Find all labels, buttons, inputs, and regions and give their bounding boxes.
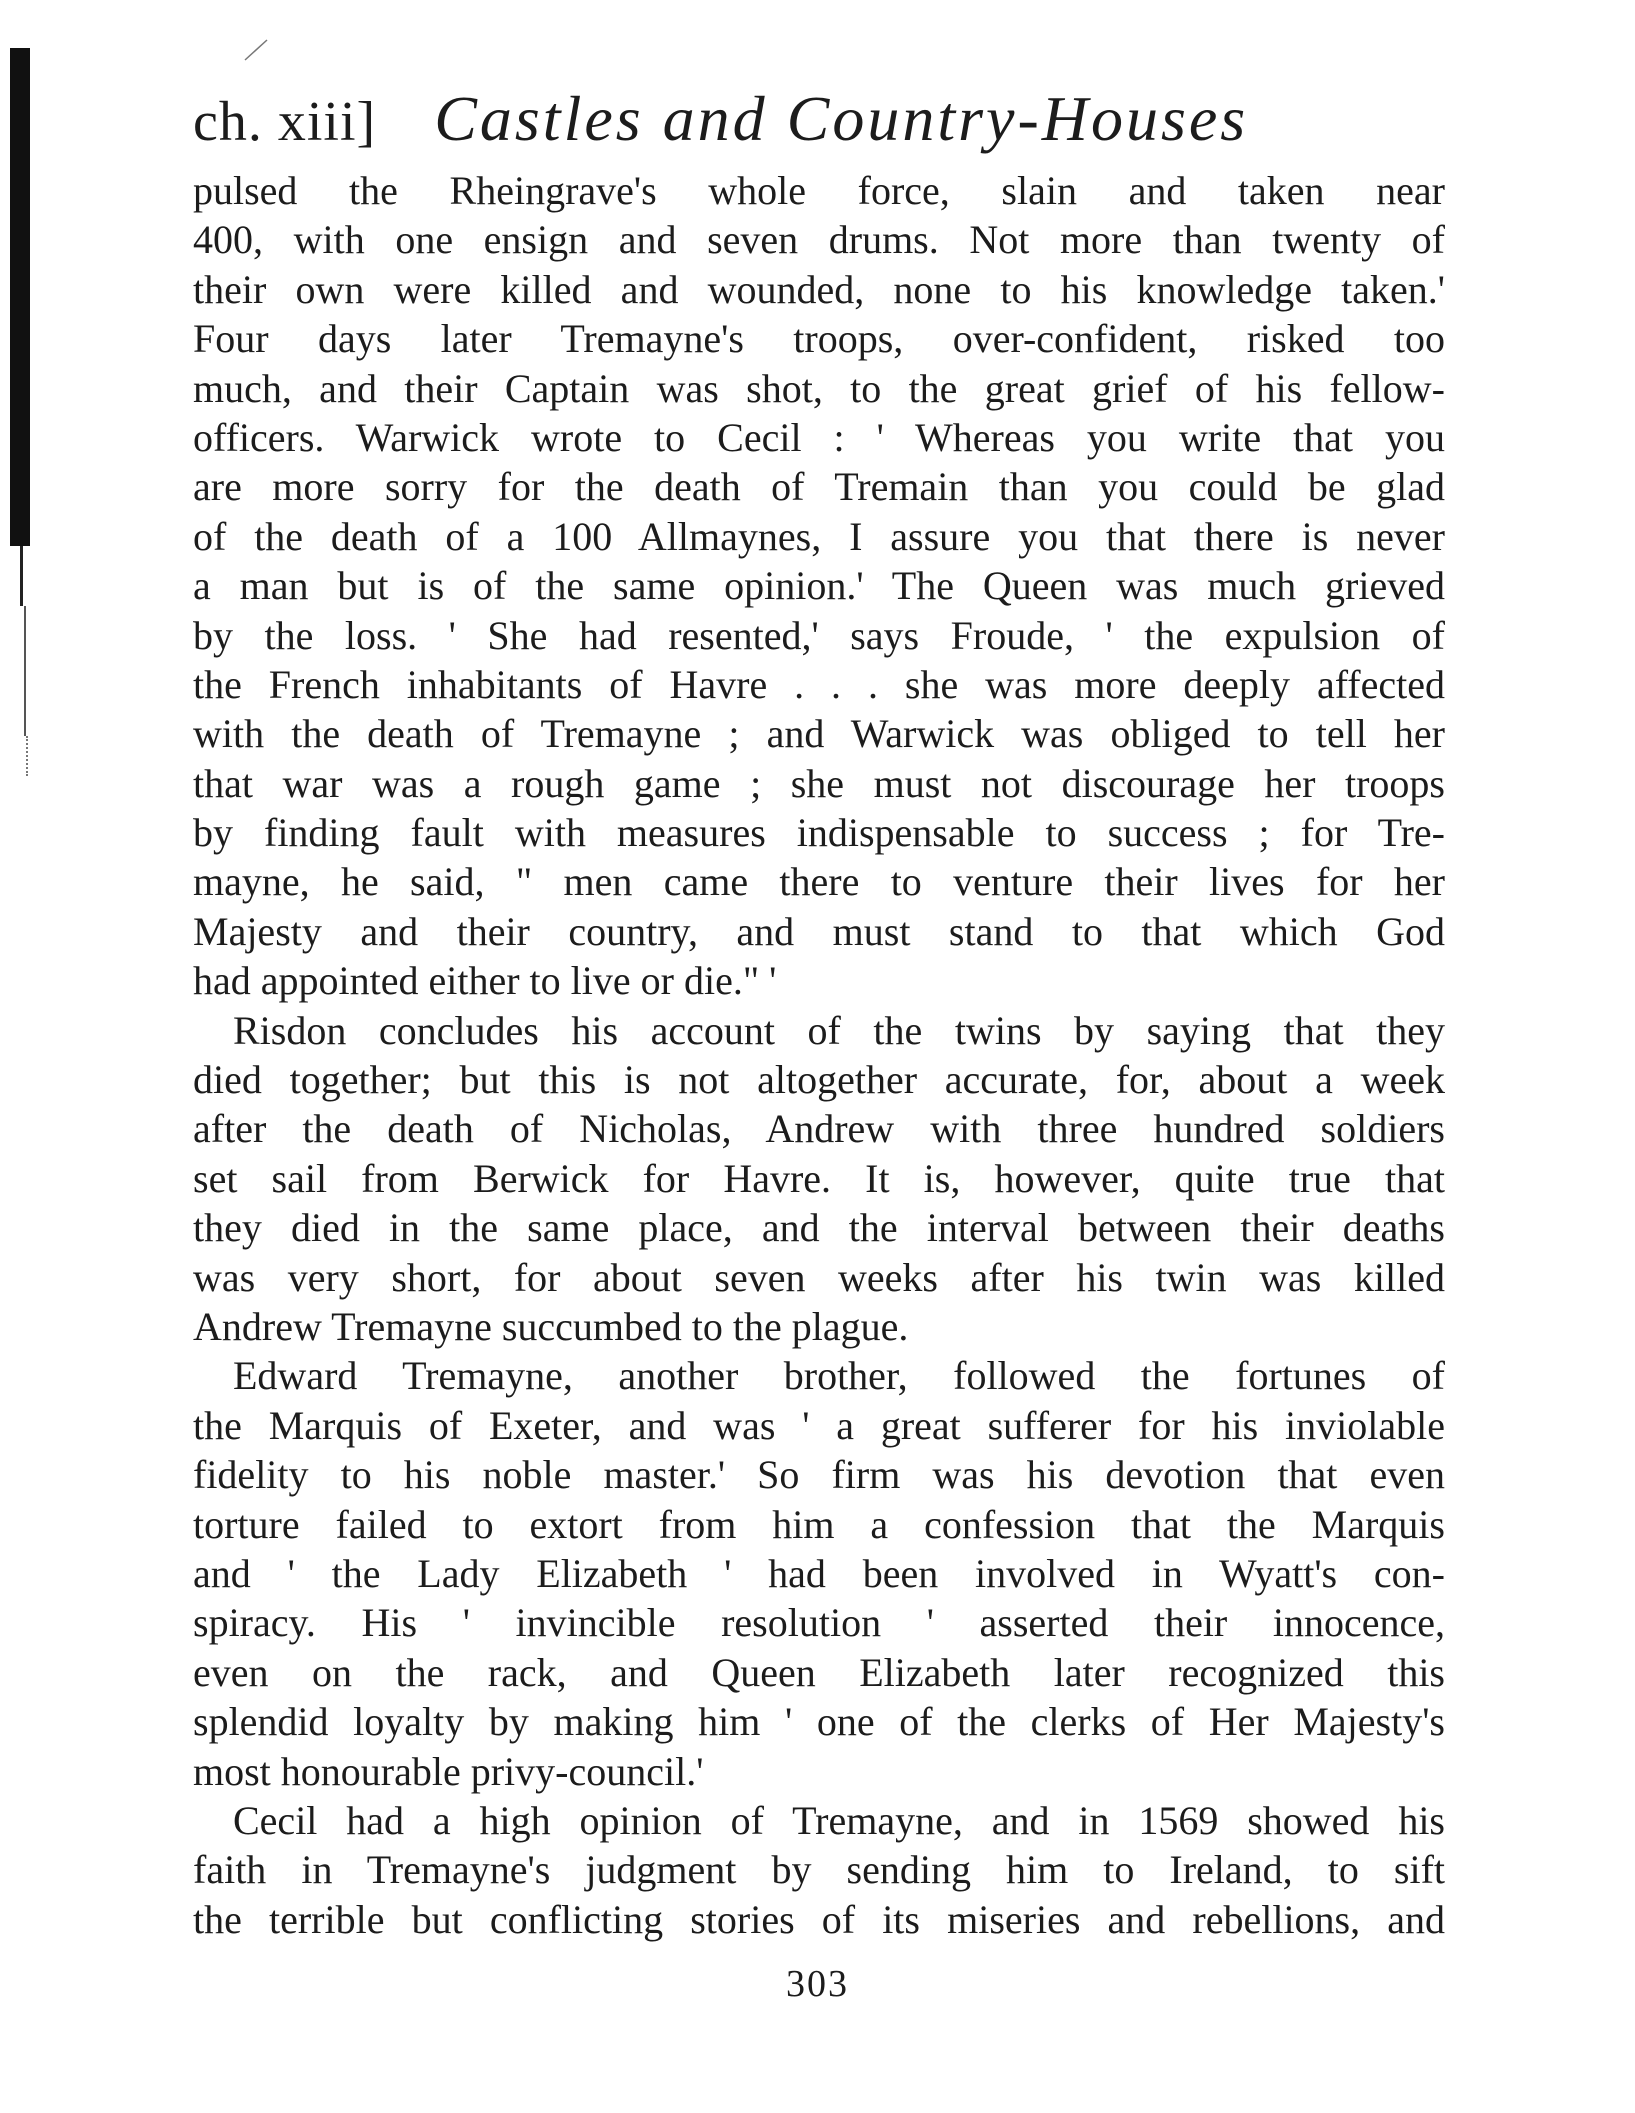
text-line: 400, with one ensign and seven drums. Not more than twenty of <box>193 217 1445 263</box>
text-line: by finding fault with measures indispensable to success ; for Tre- <box>193 810 1445 856</box>
text-line: mayne, he said, " men came there to venture their lives for her <box>193 859 1445 905</box>
text-line: most honourable privy-council.' <box>193 1748 704 1794</box>
text-line: set sail from Berwick for Havre. It is, however, quite true that <box>193 1155 1445 1201</box>
text-line: with the death of Tremayne ; and Warwick was obliged to tell her <box>193 711 1445 757</box>
margin-scan-bar <box>10 48 30 546</box>
text-line: Andrew Tremayne succumbed to the plague. <box>193 1303 909 1349</box>
text-line: after the death of Nicholas, Andrew with three hundred soldiers <box>193 1106 1445 1152</box>
text-line: the terrible but conflicting stories of its miseries and rebellions, and <box>193 1896 1445 1942</box>
text-line: that war was a rough game ; she must not discourage her troops <box>193 760 1445 806</box>
text-line: a man but is of the same opinion.' The Queen was much grieved <box>193 563 1445 609</box>
text-line: much, and their Captain was shot, to the great grief of his fellow- <box>193 365 1445 411</box>
text-line: are more sorry for the death of Tremain than you could be glad <box>193 464 1445 510</box>
text-line: Risdon concludes his account of the twins by saying that they <box>233 1007 1445 1053</box>
body-text <box>193 166 1445 1944</box>
text-line: their own were killed and wounded, none to his knowledge taken.' <box>193 266 1445 312</box>
text-line: spiracy. His ' invincible resolution ' asserted their innocence, <box>193 1600 1445 1646</box>
text-line: even on the rack, and Queen Elizabeth later recognized this <box>193 1649 1445 1695</box>
text-line: pulsed the Rheingrave's whole force, slain and taken near <box>193 168 1445 213</box>
text-line: the French inhabitants of Havre . . . she was more deeply affected <box>193 661 1445 707</box>
paragraph <box>193 1006 1445 1352</box>
text-line: and ' the Lady Elizabeth ' had been involved in Wyatt's con- <box>193 1550 1445 1596</box>
text-line: Majesty and their country, and must stand to that which God <box>193 908 1445 954</box>
text-line: had appointed either to live or die." ' <box>193 958 777 1004</box>
text-line: Four days later Tremayne's troops, over-confident, risked too <box>193 316 1445 362</box>
margin-scan-bar-tail <box>20 546 23 606</box>
text-line: fidelity to his noble master.' So firm was his devotion that even <box>193 1452 1445 1498</box>
text-line: was very short, for about seven weeks after his twin was killed <box>193 1254 1445 1300</box>
text-line: Edward Tremayne, another brother, followed the fortunes of <box>233 1353 1445 1399</box>
text-line: of the death of a 100 Allmaynes, I assure you that there is never <box>193 513 1445 559</box>
text-line: the Marquis of Exeter, and was ' a great sufferer for his inviolable <box>193 1402 1445 1448</box>
text-line: by the loss. ' She had resented,' says Froude, ' the expulsion of <box>193 612 1445 658</box>
text-line: torture failed to extort from him a confession that the Marquis <box>193 1501 1445 1547</box>
paragraph <box>193 1796 1445 1944</box>
text-line: Cecil had a high opinion of Tremayne, and in 1569 showed his <box>233 1797 1445 1843</box>
text-line: they died in the same place, and the interval between their deaths <box>193 1205 1445 1251</box>
paragraph <box>193 1351 1445 1796</box>
page-number: 303 <box>786 1963 849 2005</box>
running-title: Castles and Country-Houses <box>434 83 1249 154</box>
chapter-label: ch. xiii] <box>193 91 377 153</box>
text-line: died together; but this is not altogether accurate, for, about a week <box>193 1057 1445 1103</box>
margin-scan-line <box>24 606 26 736</box>
paragraph <box>193 166 1445 1006</box>
text-line: splendid loyalty by making him ' one of the clerks of Her Majesty's <box>193 1699 1445 1745</box>
text-line: faith in Tremayne's judgment by sending him to Ireland, to sift <box>193 1847 1445 1893</box>
margin-scan-dots <box>26 736 30 776</box>
text-line: officers. Warwick wrote to Cecil : ' Whereas you write that you <box>193 414 1445 460</box>
pencil-mark-icon <box>243 38 269 62</box>
